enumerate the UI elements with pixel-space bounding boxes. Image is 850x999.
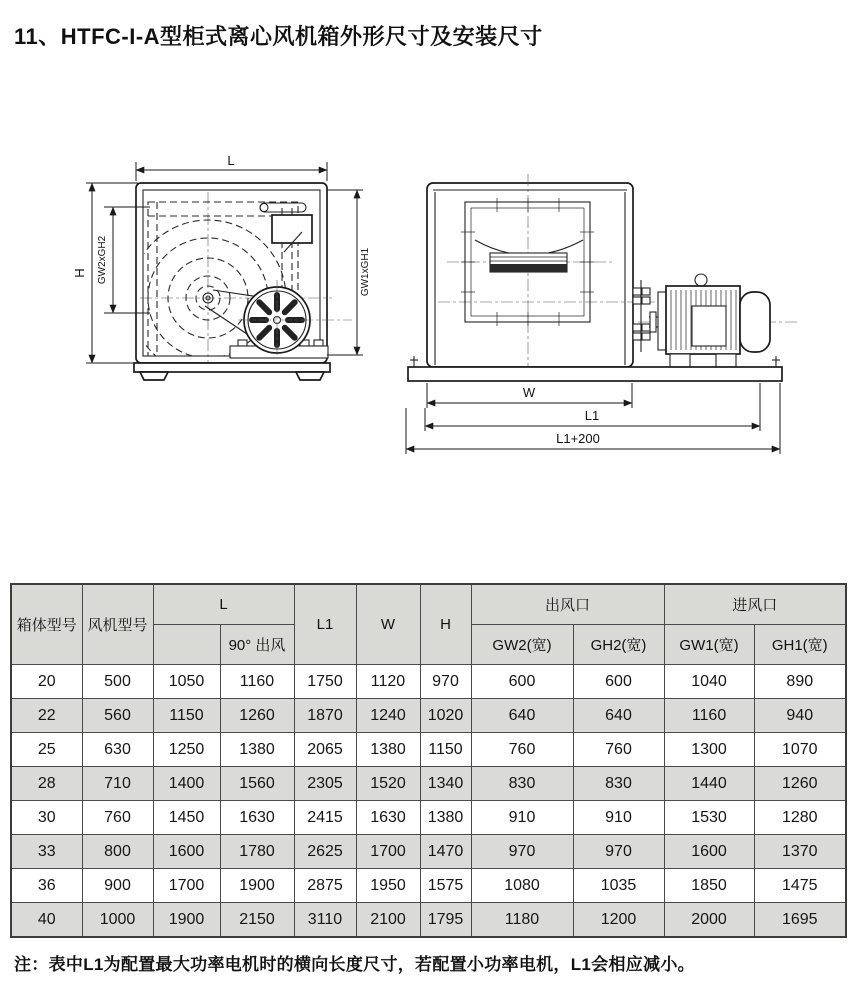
footnote: 注：表中L1为配置最大功率电机时的横向长度尺寸，若配置小功率电机，L1会相应减小。 xyxy=(14,955,695,974)
dim-label-h: H xyxy=(72,268,87,278)
table-cell: 830 xyxy=(471,767,573,801)
table-cell: 600 xyxy=(471,665,573,699)
table-cell: 970 xyxy=(420,665,471,699)
col-header-box-model: 箱体型号 xyxy=(11,584,82,665)
dim-label-w: W xyxy=(522,385,536,400)
table-cell: 1050 xyxy=(153,665,220,699)
table-cell: 800 xyxy=(82,835,153,869)
table-cell: 1900 xyxy=(153,903,220,938)
table-cell: 1160 xyxy=(220,665,294,699)
table-cell: 30 xyxy=(11,801,82,835)
table-row xyxy=(11,869,846,903)
table-cell: 1700 xyxy=(356,835,420,869)
table-cell: 500 xyxy=(82,665,153,699)
table-cell: 1150 xyxy=(420,733,471,767)
table-cell: 1120 xyxy=(356,665,420,699)
table-cell: 970 xyxy=(471,835,573,869)
table-cell: 1020 xyxy=(420,699,471,733)
dimension-table-wrapper xyxy=(10,583,845,938)
table-cell: 1530 xyxy=(664,801,754,835)
table-row xyxy=(11,665,846,699)
table-cell: 890 xyxy=(754,665,846,699)
col-header-outlet-group: 出风口 xyxy=(471,584,664,625)
table-cell: 1040 xyxy=(664,665,754,699)
table-cell: 1475 xyxy=(754,869,846,903)
col-header-gh1: GH1(宽) xyxy=(754,625,846,665)
table-cell: 2305 xyxy=(294,767,356,801)
table-cell: 1950 xyxy=(356,869,420,903)
table-cell: 1380 xyxy=(220,733,294,767)
col-header-h: H xyxy=(420,584,471,665)
table-row xyxy=(11,699,846,733)
table-cell: 630 xyxy=(82,733,153,767)
dim-label-l1-plus-200: L1+200 xyxy=(556,431,600,446)
table-row xyxy=(11,733,846,767)
table-cell: 1695 xyxy=(754,903,846,938)
col-header-fan-model: 风机型号 xyxy=(82,584,153,665)
col-header-l-straight xyxy=(153,625,220,665)
table-cell: 36 xyxy=(11,869,82,903)
dim-label-l: L xyxy=(227,153,235,168)
table-cell: 1870 xyxy=(294,699,356,733)
table-cell: 20 xyxy=(11,665,82,699)
table-cell: 1160 xyxy=(664,699,754,733)
table-cell: 1250 xyxy=(153,733,220,767)
table-cell: 1380 xyxy=(356,733,420,767)
table-cell: 1260 xyxy=(754,767,846,801)
table-cell: 3110 xyxy=(294,903,356,938)
dim-label-l1: L1 xyxy=(584,408,600,423)
table-cell: 1000 xyxy=(82,903,153,938)
table-cell: 2100 xyxy=(356,903,420,938)
table-cell: 1600 xyxy=(664,835,754,869)
table-cell: 940 xyxy=(754,699,846,733)
table-cell: 1180 xyxy=(471,903,573,938)
table-cell: 760 xyxy=(82,801,153,835)
junction-box xyxy=(272,215,312,243)
table-cell: 640 xyxy=(573,699,664,733)
technical-drawings xyxy=(0,140,850,470)
table-cell: 1370 xyxy=(754,835,846,869)
table-cell: 1630 xyxy=(356,801,420,835)
table-cell: 40 xyxy=(11,903,82,938)
table-cell: 1575 xyxy=(420,869,471,903)
front-view-drawing xyxy=(72,153,371,380)
table-cell: 1700 xyxy=(153,869,220,903)
dim-label-gw2xgh2: GW2xGH2 xyxy=(97,235,108,285)
table-cell: 22 xyxy=(11,699,82,733)
table-cell: 1850 xyxy=(664,869,754,903)
table-cell: 1080 xyxy=(471,869,573,903)
table-cell: 2150 xyxy=(220,903,294,938)
table-cell: 1450 xyxy=(153,801,220,835)
table-cell: 1240 xyxy=(356,699,420,733)
table-cell: 2875 xyxy=(294,869,356,903)
table-cell: 1070 xyxy=(754,733,846,767)
col-header-gw1: GW1(宽) xyxy=(664,625,754,665)
table-cell: 910 xyxy=(471,801,573,835)
table-cell: 1380 xyxy=(420,801,471,835)
table-cell: 560 xyxy=(82,699,153,733)
table-cell: 1280 xyxy=(754,801,846,835)
table-cell: 760 xyxy=(471,733,573,767)
table-cell: 1630 xyxy=(220,801,294,835)
header-row-1 xyxy=(11,584,846,625)
table-cell: 900 xyxy=(82,869,153,903)
col-header-w: W xyxy=(356,584,420,665)
table-cell: 1400 xyxy=(153,767,220,801)
table-cell: 600 xyxy=(573,665,664,699)
dim-label-gw1xgh1: GW1xGH1 xyxy=(360,247,371,297)
table-cell: 1260 xyxy=(220,699,294,733)
table-cell: 1795 xyxy=(420,903,471,938)
col-header-gw2: GW2(宽) xyxy=(471,625,573,665)
table-cell: 1470 xyxy=(420,835,471,869)
page-title: 11、HTFC-I-A型柜式离心风机箱外形尺寸及安装尺寸 xyxy=(14,24,543,49)
table-cell: 1600 xyxy=(153,835,220,869)
table-cell: 1200 xyxy=(573,903,664,938)
col-header-l-90-outlet: 90° 出风 xyxy=(220,625,294,665)
table-cell: 1440 xyxy=(664,767,754,801)
table-cell: 1560 xyxy=(220,767,294,801)
table-cell: 1150 xyxy=(153,699,220,733)
table-cell: 33 xyxy=(11,835,82,869)
col-header-l1: L1 xyxy=(294,584,356,665)
table-cell: 1900 xyxy=(220,869,294,903)
table-cell: 2065 xyxy=(294,733,356,767)
col-header-inlet-group: 进风口 xyxy=(664,584,846,625)
table-cell: 1520 xyxy=(356,767,420,801)
table-cell: 28 xyxy=(11,767,82,801)
pulley-wheel xyxy=(238,280,352,356)
dimension-table xyxy=(10,583,847,938)
table-cell: 2000 xyxy=(664,903,754,938)
col-header-l-group: L xyxy=(153,584,294,625)
side-view-drawing xyxy=(406,174,800,454)
table-body xyxy=(11,665,846,938)
table-cell: 2415 xyxy=(294,801,356,835)
table-cell: 1035 xyxy=(573,869,664,903)
table-cell: 760 xyxy=(573,733,664,767)
table-cell: 25 xyxy=(11,733,82,767)
motor xyxy=(658,274,770,367)
table-row xyxy=(11,835,846,869)
table-cell: 1780 xyxy=(220,835,294,869)
col-header-gh2: GH2(宽) xyxy=(573,625,664,665)
table-cell: 1750 xyxy=(294,665,356,699)
table-row xyxy=(11,903,846,938)
table-cell: 1300 xyxy=(664,733,754,767)
table-cell: 710 xyxy=(82,767,153,801)
table-row xyxy=(11,801,846,835)
table-cell: 640 xyxy=(471,699,573,733)
table-cell: 1340 xyxy=(420,767,471,801)
table-cell: 970 xyxy=(573,835,664,869)
table-cell: 910 xyxy=(573,801,664,835)
table-row xyxy=(11,767,846,801)
table-cell: 830 xyxy=(573,767,664,801)
table-cell: 2625 xyxy=(294,835,356,869)
